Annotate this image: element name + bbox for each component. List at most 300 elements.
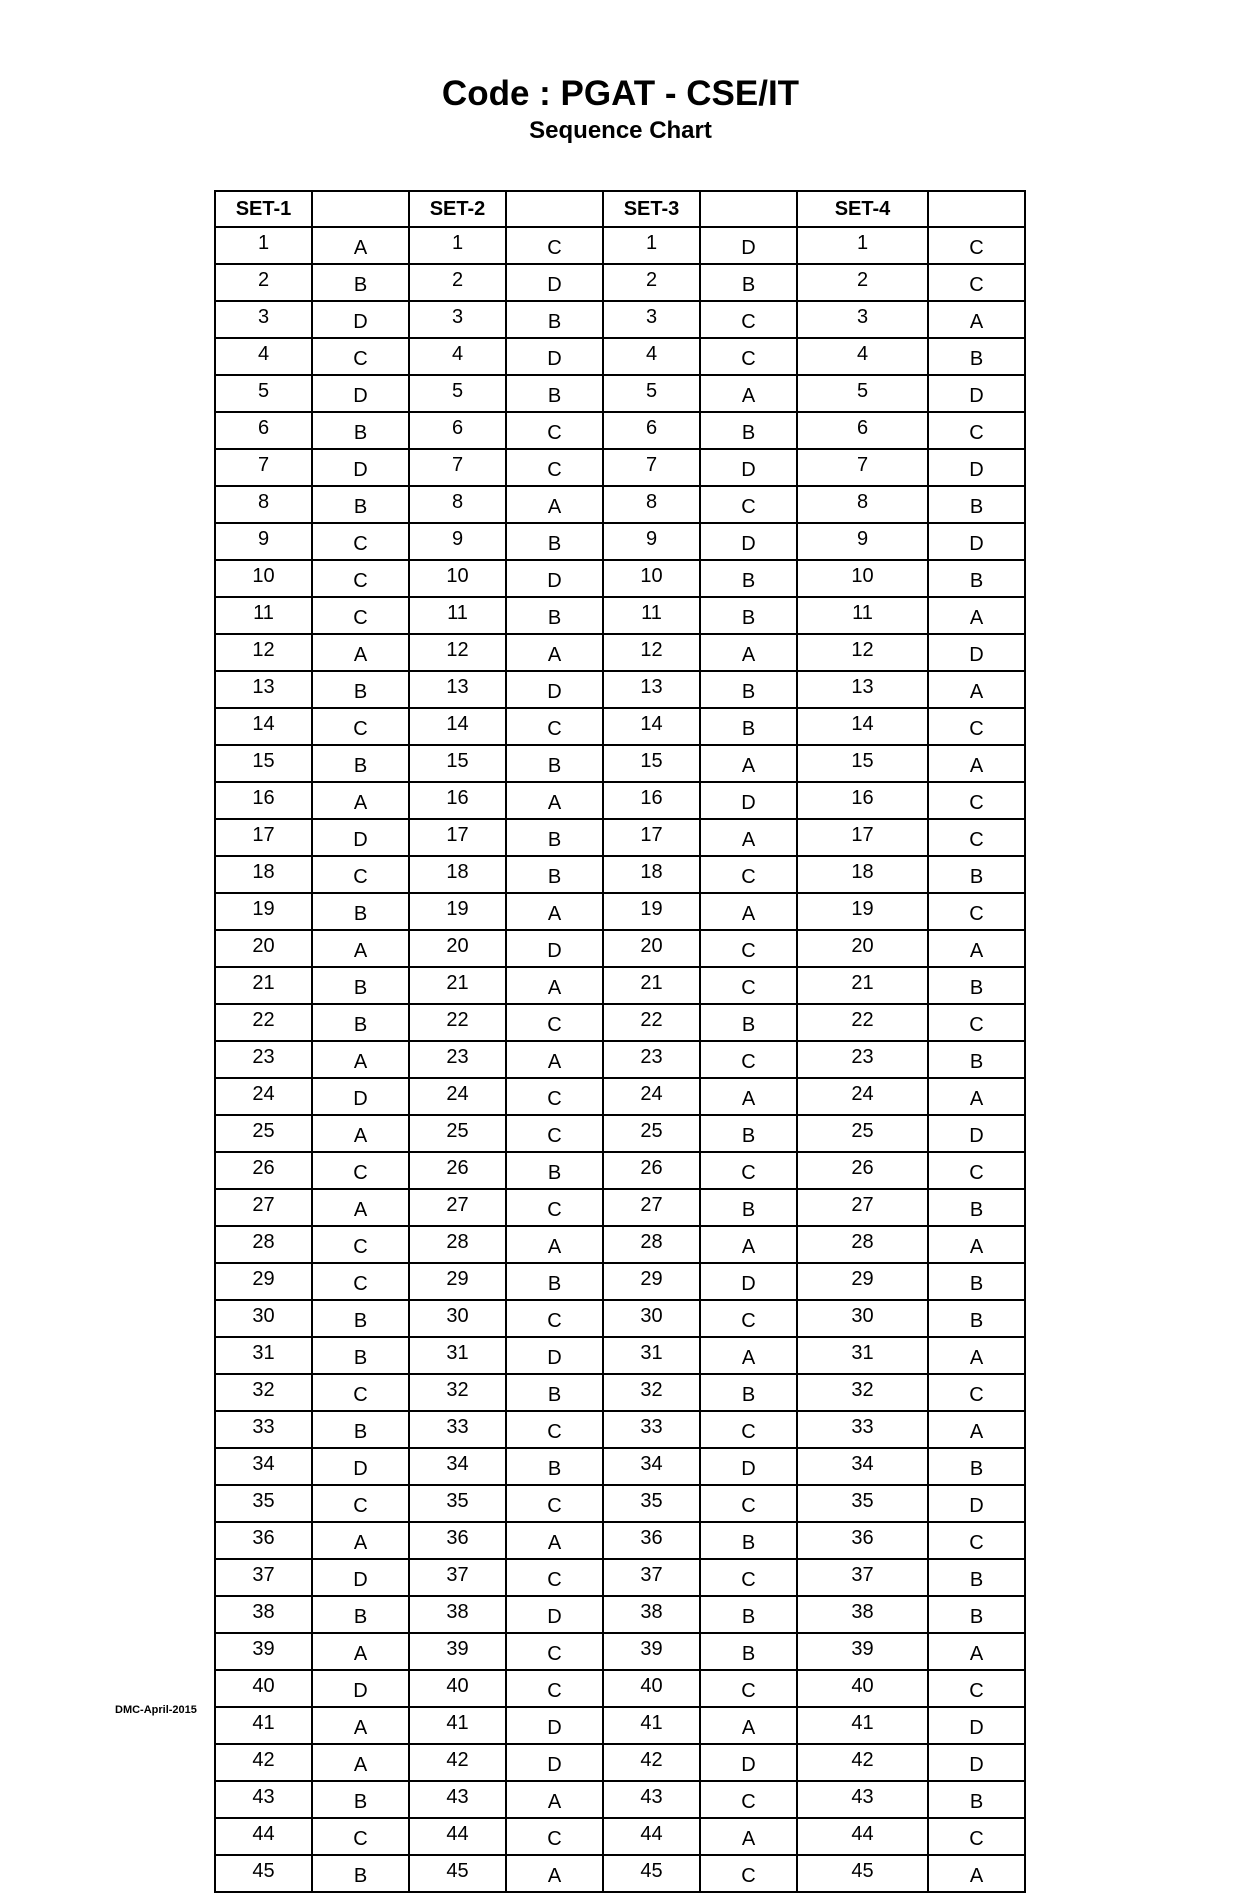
question-number-cell: 38 — [215, 1596, 312, 1633]
answer-cell: B — [312, 1781, 409, 1818]
answer-cell: A — [312, 1707, 409, 1744]
question-number-cell: 22 — [603, 1004, 700, 1041]
question-number-cell: 5 — [603, 375, 700, 412]
answer-cell: C — [928, 227, 1025, 264]
question-number-cell: 27 — [797, 1189, 928, 1226]
answer-cell: C — [312, 856, 409, 893]
answer-cell: B — [928, 967, 1025, 1004]
answer-cell: B — [312, 1855, 409, 1892]
answer-cell: C — [700, 1670, 797, 1707]
question-number-cell: 34 — [603, 1448, 700, 1485]
question-number-cell: 42 — [603, 1744, 700, 1781]
answer-cell: C — [506, 1300, 603, 1337]
question-number-cell: 2 — [603, 264, 700, 301]
table-row — [215, 264, 1025, 301]
answer-cell: B — [700, 708, 797, 745]
answer-cell: A — [312, 1744, 409, 1781]
question-number-cell: 36 — [215, 1522, 312, 1559]
answer-cell: D — [312, 1670, 409, 1707]
question-number-cell: 39 — [603, 1633, 700, 1670]
question-number-cell: 41 — [409, 1707, 506, 1744]
question-number-cell: 40 — [409, 1670, 506, 1707]
question-number-cell: 7 — [603, 449, 700, 486]
answer-cell: C — [928, 1004, 1025, 1041]
question-number-cell: 35 — [215, 1485, 312, 1522]
answer-cell: C — [506, 1818, 603, 1855]
question-number-cell: 5 — [215, 375, 312, 412]
answer-cell: C — [506, 1485, 603, 1522]
answer-cell: A — [506, 1522, 603, 1559]
question-number-cell: 20 — [215, 930, 312, 967]
question-number-cell: 14 — [797, 708, 928, 745]
question-number-cell: 12 — [797, 634, 928, 671]
question-number-cell: 6 — [409, 412, 506, 449]
answer-cell: C — [700, 1781, 797, 1818]
question-number-cell: 29 — [215, 1263, 312, 1300]
answer-cell: D — [312, 1559, 409, 1596]
table-row — [215, 1448, 1025, 1485]
table-row — [215, 338, 1025, 375]
question-number-cell: 43 — [409, 1781, 506, 1818]
answer-cell: D — [312, 375, 409, 412]
question-number-cell: 29 — [603, 1263, 700, 1300]
question-number-cell: 42 — [797, 1744, 928, 1781]
question-number-cell: 21 — [603, 967, 700, 1004]
question-number-cell: 14 — [409, 708, 506, 745]
question-number-cell: 4 — [603, 338, 700, 375]
answer-cell: C — [928, 412, 1025, 449]
answer-cell: B — [700, 1115, 797, 1152]
question-number-cell: 28 — [215, 1226, 312, 1263]
answer-cell: D — [506, 930, 603, 967]
answer-cell: C — [312, 523, 409, 560]
question-number-cell: 16 — [797, 782, 928, 819]
question-number-cell: 10 — [797, 560, 928, 597]
question-number-cell: 32 — [797, 1374, 928, 1411]
answer-cell: C — [928, 893, 1025, 930]
question-number-cell: 38 — [409, 1596, 506, 1633]
answer-cell: D — [928, 1115, 1025, 1152]
answer-cell: B — [700, 1374, 797, 1411]
question-number-cell: 9 — [409, 523, 506, 560]
answer-cell: A — [506, 1226, 603, 1263]
answer-cell: A — [928, 1337, 1025, 1374]
answer-cell: A — [506, 486, 603, 523]
answer-cell: B — [928, 486, 1025, 523]
answer-cell: B — [312, 967, 409, 1004]
answer-cell: B — [506, 1448, 603, 1485]
question-number-cell: 19 — [797, 893, 928, 930]
answer-cell: A — [700, 634, 797, 671]
question-number-cell: 13 — [603, 671, 700, 708]
question-number-cell: 39 — [409, 1633, 506, 1670]
answer-cell: D — [506, 1707, 603, 1744]
answer-cell: D — [700, 782, 797, 819]
answer-cell: B — [506, 1374, 603, 1411]
answer-cell: D — [312, 1448, 409, 1485]
answer-cell: B — [312, 264, 409, 301]
question-number-cell: 31 — [215, 1337, 312, 1374]
answer-cell: C — [312, 1263, 409, 1300]
sequence-chart-table — [214, 190, 1026, 1893]
question-number-cell: 20 — [603, 930, 700, 967]
question-number-cell: 4 — [797, 338, 928, 375]
page-title: Code : PGAT - CSE/IT — [441, 74, 800, 113]
question-number-cell: 7 — [409, 449, 506, 486]
question-number-cell: 9 — [215, 523, 312, 560]
answer-cell: A — [928, 1633, 1025, 1670]
question-number-cell: 15 — [409, 745, 506, 782]
question-number-cell: 45 — [215, 1855, 312, 1892]
table-row — [215, 486, 1025, 523]
answer-cell: B — [700, 1189, 797, 1226]
answer-cell: B — [700, 1522, 797, 1559]
question-number-cell: 8 — [409, 486, 506, 523]
question-number-cell: 27 — [409, 1189, 506, 1226]
answer-cell: A — [928, 597, 1025, 634]
question-number-cell: 2 — [215, 264, 312, 301]
question-number-cell: 13 — [797, 671, 928, 708]
answer-cell: A — [700, 745, 797, 782]
question-number-cell: 36 — [603, 1522, 700, 1559]
question-number-cell: 31 — [409, 1337, 506, 1374]
answer-cell: B — [312, 1337, 409, 1374]
answer-cell: C — [312, 338, 409, 375]
question-number-cell: 1 — [409, 227, 506, 264]
question-number-cell: 25 — [409, 1115, 506, 1152]
table-row — [215, 597, 1025, 634]
answer-cell: B — [506, 745, 603, 782]
question-number-cell: 22 — [409, 1004, 506, 1041]
answer-cell: D — [700, 449, 797, 486]
question-number-cell: 42 — [409, 1744, 506, 1781]
answer-cell: C — [700, 1485, 797, 1522]
question-number-cell: 5 — [409, 375, 506, 412]
question-number-cell: 44 — [797, 1818, 928, 1855]
table-row — [215, 1152, 1025, 1189]
question-number-cell: 25 — [797, 1115, 928, 1152]
answer-cell: C — [700, 338, 797, 375]
question-number-cell: 35 — [797, 1485, 928, 1522]
table-row — [215, 1559, 1025, 1596]
answer-cell: B — [312, 1300, 409, 1337]
question-number-cell: 24 — [603, 1078, 700, 1115]
answer-cell: D — [700, 1744, 797, 1781]
answer-cell: A — [312, 634, 409, 671]
question-number-cell: 33 — [215, 1411, 312, 1448]
answer-cell: B — [312, 486, 409, 523]
footer-code: DMC-April-2015 — [115, 1704, 197, 1716]
question-number-cell: 6 — [603, 412, 700, 449]
table-row — [215, 930, 1025, 967]
column-header-answer — [506, 191, 603, 227]
column-header-answer — [700, 191, 797, 227]
answer-cell: C — [312, 560, 409, 597]
answer-cell: A — [312, 782, 409, 819]
answer-cell: B — [506, 856, 603, 893]
table-row — [215, 856, 1025, 893]
answer-cell: A — [700, 1226, 797, 1263]
question-number-cell: 45 — [797, 1855, 928, 1892]
table-row — [215, 1522, 1025, 1559]
answer-cell: C — [506, 1411, 603, 1448]
question-number-cell: 13 — [409, 671, 506, 708]
table-row — [215, 893, 1025, 930]
question-number-cell: 17 — [797, 819, 928, 856]
question-number-cell: 4 — [409, 338, 506, 375]
answer-cell: D — [506, 338, 603, 375]
question-number-cell: 36 — [797, 1522, 928, 1559]
answer-cell: A — [928, 301, 1025, 338]
table-row — [215, 375, 1025, 412]
question-number-cell: 33 — [797, 1411, 928, 1448]
question-number-cell: 18 — [409, 856, 506, 893]
answer-cell: D — [700, 1263, 797, 1300]
answer-cell: C — [312, 1226, 409, 1263]
question-number-cell: 1 — [797, 227, 928, 264]
answer-cell: C — [700, 486, 797, 523]
question-number-cell: 9 — [797, 523, 928, 560]
answer-cell: C — [700, 856, 797, 893]
question-number-cell: 11 — [603, 597, 700, 634]
answer-cell: A — [506, 634, 603, 671]
answer-cell: A — [506, 893, 603, 930]
table-row — [215, 819, 1025, 856]
question-number-cell: 23 — [409, 1041, 506, 1078]
question-number-cell: 11 — [409, 597, 506, 634]
answer-cell: D — [928, 1707, 1025, 1744]
question-number-cell: 33 — [603, 1411, 700, 1448]
question-number-cell: 37 — [603, 1559, 700, 1596]
answer-cell: B — [928, 1448, 1025, 1485]
answer-cell: D — [506, 1337, 603, 1374]
answer-cell: B — [312, 412, 409, 449]
answer-cell: C — [928, 1522, 1025, 1559]
answer-cell: C — [506, 1559, 603, 1596]
answer-cell: D — [700, 523, 797, 560]
answer-cell: A — [506, 1855, 603, 1892]
answer-cell: D — [506, 560, 603, 597]
question-number-cell: 26 — [603, 1152, 700, 1189]
question-number-cell: 10 — [409, 560, 506, 597]
table-row — [215, 1633, 1025, 1670]
answer-cell: B — [700, 1633, 797, 1670]
question-number-cell: 20 — [409, 930, 506, 967]
answer-cell: B — [700, 597, 797, 634]
question-number-cell: 31 — [797, 1337, 928, 1374]
answer-cell: D — [312, 819, 409, 856]
question-number-cell: 11 — [215, 597, 312, 634]
answer-cell: B — [928, 1300, 1025, 1337]
answer-cell: A — [928, 930, 1025, 967]
column-header-answer — [312, 191, 409, 227]
question-number-cell: 8 — [797, 486, 928, 523]
question-number-cell: 21 — [409, 967, 506, 1004]
table-row — [215, 1411, 1025, 1448]
answer-cell: B — [700, 1596, 797, 1633]
question-number-cell: 6 — [215, 412, 312, 449]
table-row — [215, 1670, 1025, 1707]
answer-cell: C — [312, 1818, 409, 1855]
answer-cell: A — [700, 893, 797, 930]
answer-cell: A — [312, 227, 409, 264]
question-number-cell: 2 — [797, 264, 928, 301]
question-number-cell: 21 — [797, 967, 928, 1004]
question-number-cell: 16 — [409, 782, 506, 819]
answer-cell: C — [506, 412, 603, 449]
answer-cell: D — [506, 1744, 603, 1781]
answer-cell: D — [506, 671, 603, 708]
answer-cell: A — [312, 1189, 409, 1226]
question-number-cell: 33 — [409, 1411, 506, 1448]
question-number-cell: 14 — [215, 708, 312, 745]
table-row — [215, 227, 1025, 264]
question-number-cell: 28 — [603, 1226, 700, 1263]
question-number-cell: 41 — [603, 1707, 700, 1744]
answer-cell: A — [928, 745, 1025, 782]
table-row — [215, 1485, 1025, 1522]
answer-cell: C — [928, 782, 1025, 819]
answer-cell: A — [700, 1818, 797, 1855]
table-row — [215, 1226, 1025, 1263]
question-number-cell: 18 — [797, 856, 928, 893]
question-number-cell: 35 — [603, 1485, 700, 1522]
answer-cell: C — [506, 1004, 603, 1041]
table-row — [215, 1744, 1025, 1781]
answer-cell: D — [928, 375, 1025, 412]
answer-cell: A — [928, 1855, 1025, 1892]
table-row — [215, 967, 1025, 1004]
answer-cell: A — [506, 967, 603, 1004]
answer-cell: B — [506, 1263, 603, 1300]
question-number-cell: 41 — [797, 1707, 928, 1744]
answer-cell: D — [928, 449, 1025, 486]
question-number-cell: 8 — [603, 486, 700, 523]
answer-cell: C — [506, 1670, 603, 1707]
table-row — [215, 301, 1025, 338]
answer-cell: B — [312, 1004, 409, 1041]
column-header-set-4: SET-4 — [797, 191, 928, 227]
answer-cell: A — [928, 1411, 1025, 1448]
answer-cell: A — [700, 1078, 797, 1115]
question-number-cell: 36 — [409, 1522, 506, 1559]
question-number-cell: 28 — [797, 1226, 928, 1263]
answer-cell: C — [506, 1115, 603, 1152]
answer-cell: B — [928, 338, 1025, 375]
answer-cell: B — [506, 819, 603, 856]
answer-cell: D — [928, 523, 1025, 560]
question-number-cell: 23 — [797, 1041, 928, 1078]
question-number-cell: 16 — [215, 782, 312, 819]
question-number-cell: 34 — [215, 1448, 312, 1485]
table-row — [215, 1818, 1025, 1855]
question-number-cell: 43 — [797, 1781, 928, 1818]
answer-cell: B — [312, 1411, 409, 1448]
question-number-cell: 37 — [409, 1559, 506, 1596]
answer-cell: C — [700, 1411, 797, 1448]
answer-cell: A — [700, 1337, 797, 1374]
question-number-cell: 37 — [797, 1559, 928, 1596]
question-number-cell: 21 — [215, 967, 312, 1004]
answer-cell: A — [700, 819, 797, 856]
table-row — [215, 1855, 1025, 1892]
answer-cell: C — [312, 1485, 409, 1522]
table-row — [215, 1041, 1025, 1078]
table-row — [215, 671, 1025, 708]
answer-cell: C — [700, 1041, 797, 1078]
question-number-cell: 26 — [215, 1152, 312, 1189]
question-number-cell: 19 — [215, 893, 312, 930]
answer-cell: C — [700, 930, 797, 967]
question-number-cell: 18 — [215, 856, 312, 893]
answer-cell: D — [312, 1078, 409, 1115]
answer-cell: D — [312, 301, 409, 338]
question-number-cell: 15 — [603, 745, 700, 782]
question-number-cell: 37 — [215, 1559, 312, 1596]
answer-cell: B — [928, 856, 1025, 893]
answer-cell: B — [700, 671, 797, 708]
table-body — [215, 227, 1025, 1892]
question-number-cell: 23 — [603, 1041, 700, 1078]
answer-cell: C — [700, 1152, 797, 1189]
question-number-cell: 17 — [603, 819, 700, 856]
answer-cell: B — [506, 1152, 603, 1189]
answer-cell: C — [928, 1152, 1025, 1189]
question-number-cell: 26 — [409, 1152, 506, 1189]
question-number-cell: 22 — [797, 1004, 928, 1041]
question-number-cell: 30 — [215, 1300, 312, 1337]
question-number-cell: 20 — [797, 930, 928, 967]
answer-cell: C — [700, 1855, 797, 1892]
question-number-cell: 42 — [215, 1744, 312, 1781]
question-number-cell: 41 — [215, 1707, 312, 1744]
question-number-cell: 18 — [603, 856, 700, 893]
answer-cell: B — [928, 1041, 1025, 1078]
question-number-cell: 3 — [603, 301, 700, 338]
table-row — [215, 1078, 1025, 1115]
answer-cell: A — [312, 1522, 409, 1559]
question-number-cell: 38 — [797, 1596, 928, 1633]
answer-cell: D — [928, 1485, 1025, 1522]
question-number-cell: 44 — [409, 1818, 506, 1855]
table-row — [215, 523, 1025, 560]
column-header-set-3: SET-3 — [603, 191, 700, 227]
question-number-cell: 24 — [797, 1078, 928, 1115]
question-number-cell: 32 — [603, 1374, 700, 1411]
answer-cell: A — [506, 1781, 603, 1818]
answer-cell: B — [312, 671, 409, 708]
question-number-cell: 15 — [797, 745, 928, 782]
question-number-cell: 25 — [215, 1115, 312, 1152]
answer-cell: D — [928, 1744, 1025, 1781]
answer-cell: A — [928, 1226, 1025, 1263]
answer-cell: C — [928, 708, 1025, 745]
question-number-cell: 7 — [215, 449, 312, 486]
answer-cell: B — [312, 745, 409, 782]
question-number-cell: 32 — [409, 1374, 506, 1411]
question-number-cell: 24 — [409, 1078, 506, 1115]
answer-cell: B — [700, 264, 797, 301]
question-number-cell: 22 — [215, 1004, 312, 1041]
table-row — [215, 782, 1025, 819]
question-number-cell: 40 — [603, 1670, 700, 1707]
question-number-cell: 2 — [409, 264, 506, 301]
answer-cell: D — [312, 449, 409, 486]
table-row — [215, 449, 1025, 486]
question-number-cell: 15 — [215, 745, 312, 782]
answer-cell: C — [312, 1374, 409, 1411]
answer-cell: C — [506, 1633, 603, 1670]
